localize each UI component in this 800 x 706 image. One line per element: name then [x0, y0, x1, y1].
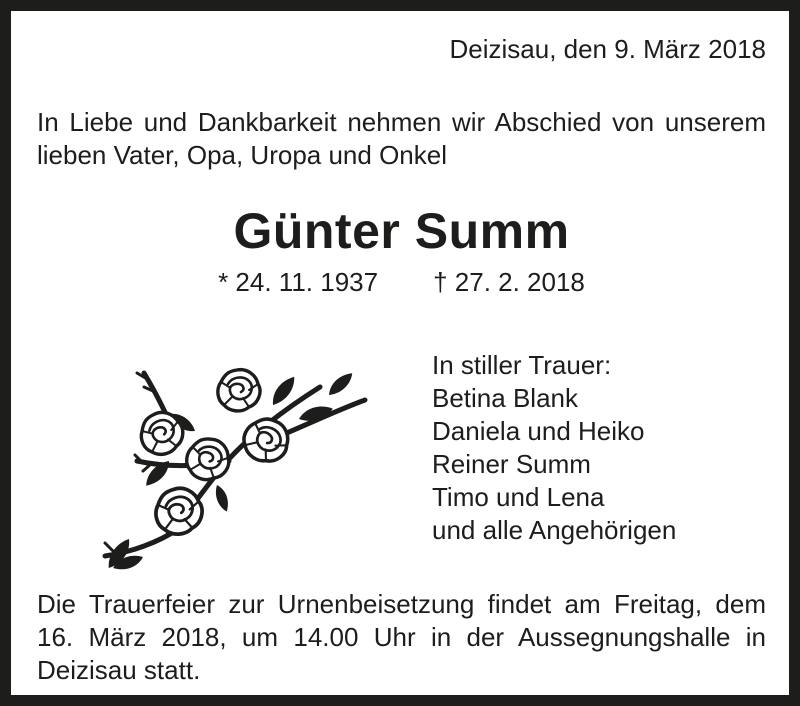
mourner-name: Timo und Lena: [432, 482, 605, 512]
roses-illustration: [77, 343, 407, 571]
closing-line-2: 16. März 2018, um 14.00 Uhr in der Aussegnungshalle in: [37, 622, 766, 652]
intro-paragraph: [37, 106, 766, 172]
death-date: † 27. 2. 2018: [433, 267, 585, 297]
life-dates: [37, 266, 766, 299]
mourners-list: [432, 335, 676, 547]
mourner-name: Reiner Summ: [432, 449, 591, 479]
intro-line-1: In Liebe und Dankbarkeit nehmen wir Abschied von unserem: [37, 107, 766, 137]
mourner-name: Betina Blank: [432, 383, 578, 413]
mourners-title: In stiller Trauer:: [432, 350, 612, 380]
closing-line-3: Deizisau statt.: [37, 655, 201, 685]
middle-section: [37, 335, 766, 568]
dateline: Deizisau, den 9. März 2018: [449, 34, 766, 64]
birth-date: * 24. 11. 1937: [218, 267, 379, 297]
mourner-name: Daniela und Heiko: [432, 416, 645, 446]
mourner-name: und alle Angehörigen: [432, 515, 677, 545]
closing-line-1: Die Trauerfeier zur Urnenbeisetzung findet am Freitag, dem: [37, 589, 766, 619]
intro-line-2: lieben Vater, Opa, Uropa und Onkel: [37, 140, 447, 170]
deceased-name: Günter Summ: [233, 203, 570, 259]
roses-illustration-wrap: [77, 343, 407, 576]
closing-paragraph: [37, 588, 766, 687]
